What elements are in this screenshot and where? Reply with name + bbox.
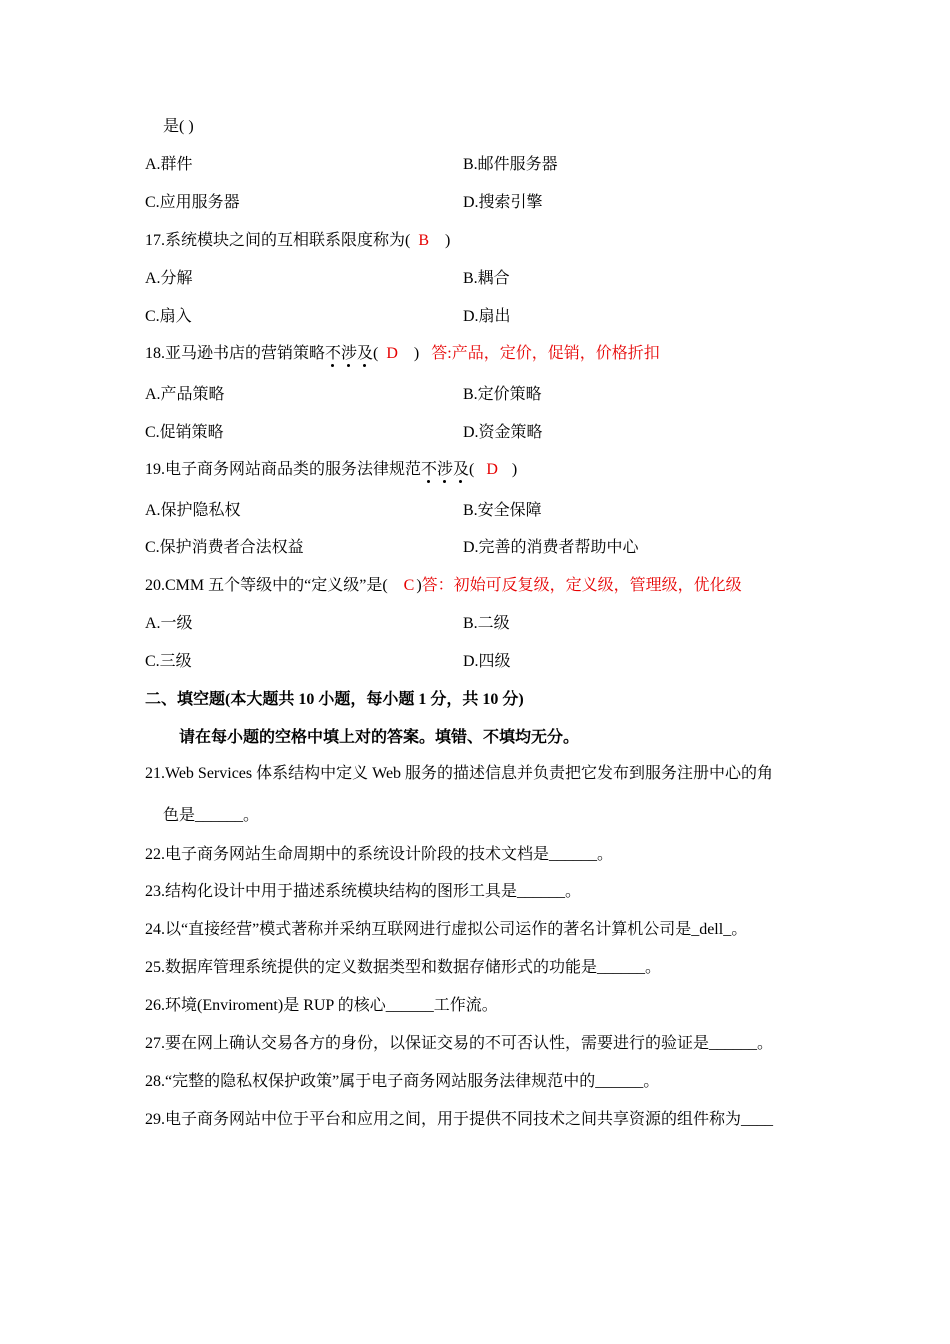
q21-line2: 色是______。 <box>163 807 260 824</box>
q25: 25.数据库管理系统提供的定义数据类型和数据存储形式的功能是______。 <box>145 959 662 976</box>
q19-emphasis <box>421 461 469 478</box>
q19-option-a: A.保护隐私权 <box>145 502 241 519</box>
q23: 23.结构化设计中用于描述系统模块结构的图形工具是______。 <box>145 883 582 900</box>
q18-stem <box>145 344 660 364</box>
q26: 26.环境(Enviroment)是 RUP 的核心______工作流。 <box>145 997 498 1014</box>
q18-option-c: C.促销策略 <box>145 424 224 441</box>
q20-stem <box>145 576 742 596</box>
q18-answer: D <box>386 345 398 362</box>
q17-stem-text: 17.系统模块之间的互相联系限度称为( <box>145 232 411 249</box>
q19-emphasis-text: 不涉及 <box>421 461 470 478</box>
q20-option-d: D.四级 <box>463 653 511 670</box>
q20-stem-text: 20.CMM 五个等级中的“定义级”是( <box>145 577 388 594</box>
q17-stem <box>145 231 450 251</box>
q16-option-c: C.应用服务器 <box>145 194 240 211</box>
q17-option-d: D.扇出 <box>463 308 511 325</box>
q28: 28.“完整的隐私权保护政策”属于电子商务网站服务法律规范中的______。 <box>145 1073 660 1090</box>
q18-stem-close: ) <box>413 345 420 362</box>
section2-title: 二、填空题(本大题共 10 小题，每小题 1 分，共 10 分) <box>145 691 524 708</box>
q18-emphasis-text: 不涉及 <box>325 345 374 362</box>
q17-option-c: C.扇入 <box>145 308 192 325</box>
q17-option-b: B.耦合 <box>463 270 510 287</box>
q18-emphasis <box>325 345 373 362</box>
q17-option-a: A.分解 <box>145 270 193 287</box>
q29: 29.电子商务网站中位于平台和应用之间，用于提供不同技术之间共享资源的组件称为____ <box>145 1111 774 1128</box>
q19-stem-open: ( <box>469 461 475 478</box>
q19-option-c: C.保护消费者合法权益 <box>145 539 304 556</box>
q24: 24.以“直接经营”模式著称并采纳互联网进行虚拟公司运作的著名计算机公司是_dell_。 <box>145 921 748 938</box>
q27: 27.要在网上确认交易各方的身份，以保证交易的不可否认性，需要进行的验证是______。 <box>145 1035 774 1052</box>
q22: 22.电子商务网站生命周期中的系统设计阶段的技术文档是______。 <box>145 846 614 863</box>
q20-option-b: B.二级 <box>463 615 510 632</box>
q16-option-a: A.群件 <box>145 156 193 173</box>
q18-note: 答:产品，定价，促销，价格折扣 <box>431 345 660 362</box>
q20-option-a: A.一级 <box>145 615 193 632</box>
q16-option-d: D.搜索引擎 <box>463 194 543 211</box>
q19-answer: D <box>486 461 498 478</box>
q19-stem-close: ) <box>511 461 518 478</box>
section2-instruction: 请在每小题的空格中填上对的答案。填错、不填均无分。 <box>179 729 580 746</box>
q20-option-c: C.三级 <box>145 653 192 670</box>
q17-answer: B <box>418 232 430 249</box>
q19-stem <box>145 460 517 480</box>
q18-stem-open: ( <box>373 345 379 362</box>
q20-answer: C <box>403 577 415 594</box>
q19-stem-text: 19.电子商务网站商品类的服务法律规范 <box>145 461 422 478</box>
q19-option-d: D.完善的消费者帮助中心 <box>463 539 639 556</box>
q20-stem-close: ) <box>416 577 422 594</box>
q16-stem-tail: 是( ) <box>163 118 194 135</box>
q18-option-a: A.产品策略 <box>145 386 225 403</box>
q16-option-b: B.邮件服务器 <box>463 156 558 173</box>
q17-stem-close: ) <box>445 232 451 249</box>
q18-option-b: B.定价策略 <box>463 386 542 403</box>
q21-line1: 21.Web Services 体系结构中定义 Web 服务的描述信息并负责把它发布到服务注册中心的角 <box>145 765 774 782</box>
q18-option-d: D.资金策略 <box>463 424 543 441</box>
q18-stem-text: 18.亚马逊书店的营销策略 <box>145 345 326 362</box>
q19-option-b: B.安全保障 <box>463 502 542 519</box>
q20-note: 答：初始可反复级，定义级，管理级，优化级 <box>421 577 742 594</box>
